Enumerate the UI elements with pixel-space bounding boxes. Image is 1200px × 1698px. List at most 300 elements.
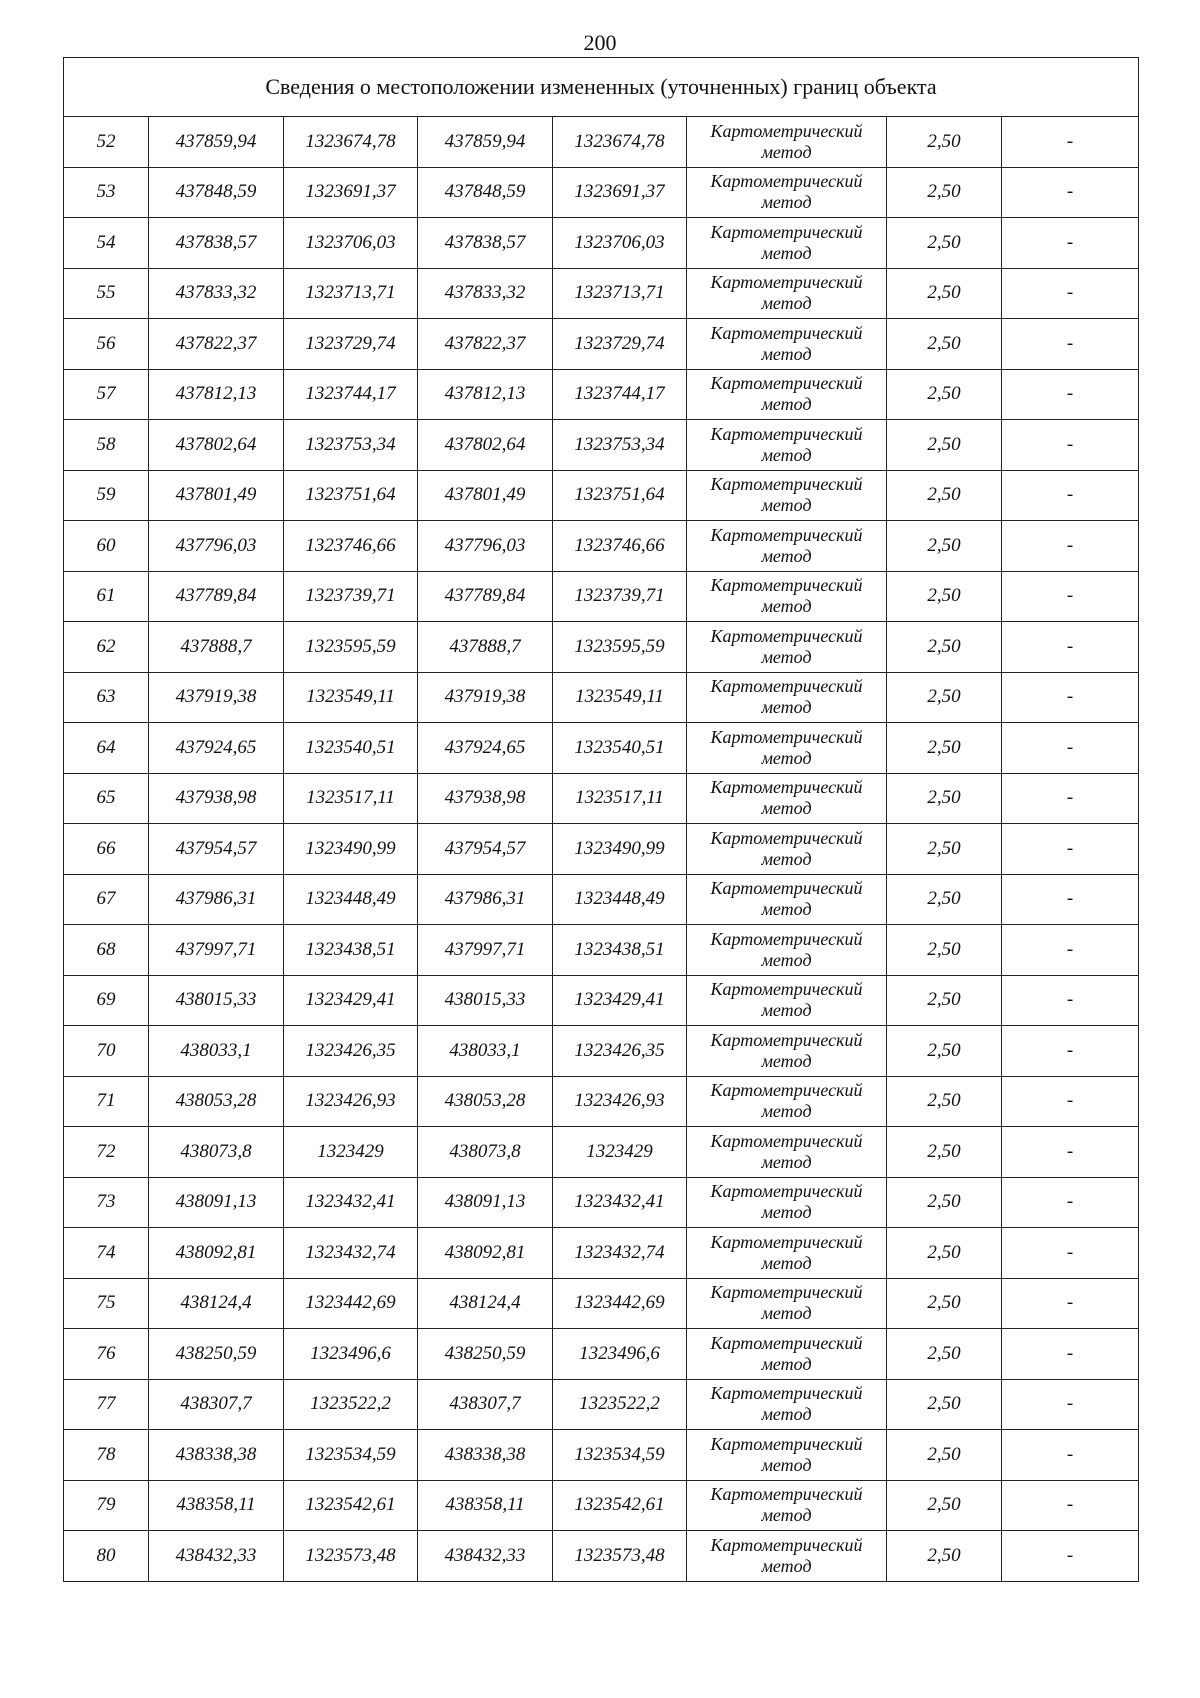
method-text: Картометрический [710,423,863,444]
method-cell [687,470,887,521]
refined-x-cell: 437801,49 [418,470,553,521]
note-cell: - [1002,1329,1139,1380]
table-row [64,824,1139,875]
existing-y-cell: 1323739,71 [284,571,418,622]
accuracy-cell: 2,50 [887,1480,1002,1531]
method-text: Картометрический [710,120,863,141]
table-row [64,1278,1139,1329]
method-text: метод [761,394,812,415]
method-text: метод [761,545,812,566]
refined-y-cell: 1323432,41 [553,1177,687,1228]
method-cell [687,925,887,976]
existing-y-cell: 1323432,74 [284,1228,418,1279]
table-row [64,369,1139,420]
method-text: метод [761,1303,812,1324]
accuracy-cell: 2,50 [887,622,1002,673]
existing-y-cell: 1323713,71 [284,268,418,319]
table-row [64,521,1139,572]
refined-y-cell: 1323442,69 [553,1278,687,1329]
method-text: Картометрический [710,979,863,1000]
method-text: Картометрический [710,524,863,545]
accuracy-cell: 2,50 [887,420,1002,471]
accuracy-cell: 2,50 [887,1430,1002,1481]
point-number-cell: 52 [64,117,149,168]
existing-x-cell: 437838,57 [149,218,284,269]
point-number-cell: 69 [64,975,149,1026]
table-row [64,622,1139,673]
refined-x-cell: 437938,98 [418,773,553,824]
method-text: Картометрический [710,726,863,747]
note-cell: - [1002,773,1139,824]
note-cell: - [1002,218,1139,269]
refined-y-cell: 1323729,74 [553,319,687,370]
method-cell [687,268,887,319]
table-row [64,1531,1139,1582]
refined-x-cell: 437986,31 [418,874,553,925]
method-cell [687,369,887,420]
method-cell [687,1329,887,1380]
method-cell [687,1127,887,1178]
existing-y-cell: 1323729,74 [284,319,418,370]
refined-y-cell: 1323448,49 [553,874,687,925]
point-number-cell: 76 [64,1329,149,1380]
method-text: Картометрический [710,1282,863,1303]
refined-y-cell: 1323706,03 [553,218,687,269]
note-cell: - [1002,369,1139,420]
refined-x-cell: 437859,94 [418,117,553,168]
accuracy-cell: 2,50 [887,874,1002,925]
table-row [64,420,1139,471]
refined-x-cell: 438358,11 [418,1480,553,1531]
existing-y-cell: 1323517,11 [284,773,418,824]
accuracy-cell: 2,50 [887,369,1002,420]
method-cell [687,1379,887,1430]
method-text: Картометрический [710,272,863,293]
refined-x-cell: 437838,57 [418,218,553,269]
note-cell: - [1002,874,1139,925]
point-number-cell: 53 [64,167,149,218]
method-cell [687,319,887,370]
existing-y-cell: 1323426,93 [284,1076,418,1127]
boundary-coordinates-table [63,57,1139,1582]
note-cell: - [1002,824,1139,875]
refined-x-cell: 438124,4 [418,1278,553,1329]
existing-y-cell: 1323691,37 [284,167,418,218]
point-number-cell: 65 [64,773,149,824]
method-text: Картометрический [710,827,863,848]
refined-y-cell: 1323739,71 [553,571,687,622]
table-row [64,925,1139,976]
method-text: Картометрический [710,878,863,899]
page-number: 200 [583,30,617,55]
method-text: Картометрический [710,575,863,596]
point-number-cell: 55 [64,268,149,319]
refined-y-cell: 1323691,37 [553,167,687,218]
table-row [64,1379,1139,1430]
existing-y-cell: 1323429 [284,1127,418,1178]
accuracy-cell: 2,50 [887,1076,1002,1127]
accuracy-cell: 2,50 [887,723,1002,774]
table-row [64,975,1139,1026]
refined-x-cell: 437924,65 [418,723,553,774]
method-text: Картометрический [710,676,863,697]
refined-y-cell: 1323426,35 [553,1026,687,1077]
refined-y-cell: 1323522,2 [553,1379,687,1430]
method-text: метод [761,495,812,516]
refined-x-cell: 438073,8 [418,1127,553,1178]
method-cell [687,1228,887,1279]
method-cell [687,622,887,673]
note-cell: - [1002,117,1139,168]
refined-x-cell: 438307,7 [418,1379,553,1430]
note-cell: - [1002,571,1139,622]
refined-y-cell: 1323713,71 [553,268,687,319]
existing-y-cell: 1323438,51 [284,925,418,976]
note-cell: - [1002,1480,1139,1531]
method-cell [687,1076,887,1127]
refined-x-cell: 438091,13 [418,1177,553,1228]
note-cell: - [1002,975,1139,1026]
method-cell [687,167,887,218]
point-number-cell: 57 [64,369,149,420]
table-body [64,117,1139,1582]
table-row [64,571,1139,622]
method-text: метод [761,1151,812,1172]
existing-x-cell: 438033,1 [149,1026,284,1077]
method-text: метод [761,899,812,920]
method-text: метод [761,1404,812,1425]
refined-y-cell: 1323573,48 [553,1531,687,1582]
refined-x-cell: 438033,1 [418,1026,553,1077]
table-row [64,1177,1139,1228]
method-cell [687,1531,887,1582]
existing-x-cell: 438338,38 [149,1430,284,1481]
point-number-cell: 54 [64,218,149,269]
existing-y-cell: 1323432,41 [284,1177,418,1228]
method-text: Картометрический [710,221,863,242]
accuracy-cell: 2,50 [887,773,1002,824]
method-text: метод [761,141,812,162]
refined-y-cell: 1323426,93 [553,1076,687,1127]
method-text: метод [761,242,812,263]
existing-x-cell: 437938,98 [149,773,284,824]
existing-x-cell: 437796,03 [149,521,284,572]
table-title: Сведения о местоположении измененных (уточненных) границ объекта [64,58,1139,117]
method-text: Картометрический [710,373,863,394]
existing-x-cell: 438092,81 [149,1228,284,1279]
accuracy-cell: 2,50 [887,1329,1002,1380]
refined-x-cell: 438432,33 [418,1531,553,1582]
point-number-cell: 79 [64,1480,149,1531]
method-text: метод [761,596,812,617]
point-number-cell: 75 [64,1278,149,1329]
note-cell: - [1002,1430,1139,1481]
refined-y-cell: 1323517,11 [553,773,687,824]
method-text: Картометрический [710,322,863,343]
accuracy-cell: 2,50 [887,268,1002,319]
method-cell [687,824,887,875]
point-number-cell: 78 [64,1430,149,1481]
point-number-cell: 62 [64,622,149,673]
existing-x-cell: 437919,38 [149,672,284,723]
existing-x-cell: 437848,59 [149,167,284,218]
refined-x-cell: 437888,7 [418,622,553,673]
refined-y-cell: 1323438,51 [553,925,687,976]
note-cell: - [1002,1531,1139,1582]
method-text: Картометрический [710,1484,863,1505]
existing-y-cell: 1323595,59 [284,622,418,673]
accuracy-cell: 2,50 [887,824,1002,875]
method-text: метод [761,1555,812,1576]
method-text: метод [761,293,812,314]
table-row [64,470,1139,521]
existing-y-cell: 1323426,35 [284,1026,418,1077]
refined-x-cell: 437919,38 [418,672,553,723]
point-number-cell: 70 [64,1026,149,1077]
refined-x-cell: 437954,57 [418,824,553,875]
existing-y-cell: 1323746,66 [284,521,418,572]
method-text: метод [761,646,812,667]
method-text: метод [761,747,812,768]
refined-y-cell: 1323549,11 [553,672,687,723]
method-text: Картометрический [710,171,863,192]
refined-x-cell: 437833,32 [418,268,553,319]
method-text: Картометрический [710,625,863,646]
table-row [64,1228,1139,1279]
method-cell [687,117,887,168]
method-text: Картометрический [710,1231,863,1252]
method-cell [687,975,887,1026]
accuracy-cell: 2,50 [887,1228,1002,1279]
existing-y-cell: 1323540,51 [284,723,418,774]
table-row [64,723,1139,774]
method-text: метод [761,949,812,970]
method-text: метод [761,192,812,213]
method-text: метод [761,1353,812,1374]
point-number-cell: 60 [64,521,149,572]
note-cell: - [1002,1127,1139,1178]
note-cell: - [1002,521,1139,572]
method-text: метод [761,1454,812,1475]
existing-y-cell: 1323442,69 [284,1278,418,1329]
existing-y-cell: 1323429,41 [284,975,418,1026]
refined-y-cell: 1323753,34 [553,420,687,471]
note-cell: - [1002,925,1139,976]
refined-x-cell: 438250,59 [418,1329,553,1380]
table-row [64,1430,1139,1481]
note-cell: - [1002,1076,1139,1127]
refined-x-cell: 437796,03 [418,521,553,572]
method-text: метод [761,1505,812,1526]
refined-y-cell: 1323490,99 [553,824,687,875]
table-row [64,1076,1139,1127]
existing-x-cell: 438124,4 [149,1278,284,1329]
refined-y-cell: 1323744,17 [553,369,687,420]
note-cell: - [1002,622,1139,673]
refined-y-cell: 1323542,61 [553,1480,687,1531]
method-cell [687,672,887,723]
existing-x-cell: 438091,13 [149,1177,284,1228]
method-text: Картометрический [710,928,863,949]
refined-x-cell: 437822,37 [418,319,553,370]
existing-x-cell: 437888,7 [149,622,284,673]
accuracy-cell: 2,50 [887,470,1002,521]
note-cell: - [1002,470,1139,521]
existing-x-cell: 437997,71 [149,925,284,976]
accuracy-cell: 2,50 [887,167,1002,218]
refined-y-cell: 1323674,78 [553,117,687,168]
refined-y-cell: 1323751,64 [553,470,687,521]
refined-x-cell: 438092,81 [418,1228,553,1279]
accuracy-cell: 2,50 [887,925,1002,976]
method-text: Картометрический [710,1130,863,1151]
note-cell: - [1002,167,1139,218]
method-cell [687,420,887,471]
method-cell [687,723,887,774]
method-text: Картометрический [710,1029,863,1050]
accuracy-cell: 2,50 [887,975,1002,1026]
point-number-cell: 67 [64,874,149,925]
point-number-cell: 74 [64,1228,149,1279]
refined-x-cell: 437789,84 [418,571,553,622]
note-cell: - [1002,319,1139,370]
accuracy-cell: 2,50 [887,117,1002,168]
existing-y-cell: 1323751,64 [284,470,418,521]
point-number-cell: 63 [64,672,149,723]
point-number-cell: 72 [64,1127,149,1178]
existing-y-cell: 1323490,99 [284,824,418,875]
method-text: метод [761,1101,812,1122]
note-cell: - [1002,1379,1139,1430]
note-cell: - [1002,420,1139,471]
existing-x-cell: 437789,84 [149,571,284,622]
existing-y-cell: 1323674,78 [284,117,418,168]
refined-y-cell: 1323540,51 [553,723,687,774]
method-text: метод [761,848,812,869]
method-cell [687,1430,887,1481]
refined-x-cell: 438053,28 [418,1076,553,1127]
table-row [64,874,1139,925]
existing-x-cell: 437812,13 [149,369,284,420]
note-cell: - [1002,268,1139,319]
method-text: Картометрический [710,1332,863,1353]
accuracy-cell: 2,50 [887,521,1002,572]
point-number-cell: 64 [64,723,149,774]
accuracy-cell: 2,50 [887,1177,1002,1228]
method-text: метод [761,798,812,819]
method-text: метод [761,1202,812,1223]
method-text: метод [761,1252,812,1273]
accuracy-cell: 2,50 [887,1127,1002,1178]
table-row [64,117,1139,168]
note-cell: - [1002,1026,1139,1077]
refined-x-cell: 438338,38 [418,1430,553,1481]
method-text: Картометрический [710,1433,863,1454]
existing-x-cell: 437986,31 [149,874,284,925]
point-number-cell: 66 [64,824,149,875]
existing-x-cell: 437833,32 [149,268,284,319]
existing-x-cell: 437859,94 [149,117,284,168]
refined-y-cell: 1323746,66 [553,521,687,572]
existing-y-cell: 1323573,48 [284,1531,418,1582]
method-text: Картометрический [710,1534,863,1555]
method-text: Картометрический [710,1181,863,1202]
method-text: метод [761,1050,812,1071]
method-text: метод [761,343,812,364]
existing-y-cell: 1323542,61 [284,1480,418,1531]
method-text: Картометрический [710,1080,863,1101]
method-cell [687,1026,887,1077]
existing-x-cell: 438250,59 [149,1329,284,1380]
table-row [64,268,1139,319]
refined-y-cell: 1323595,59 [553,622,687,673]
refined-y-cell: 1323432,74 [553,1228,687,1279]
existing-x-cell: 438358,11 [149,1480,284,1531]
existing-y-cell: 1323448,49 [284,874,418,925]
existing-y-cell: 1323534,59 [284,1430,418,1481]
existing-x-cell: 437822,37 [149,319,284,370]
refined-x-cell: 437812,13 [418,369,553,420]
method-text: Картометрический [710,474,863,495]
point-number-cell: 80 [64,1531,149,1582]
table-row [64,1127,1139,1178]
existing-y-cell: 1323522,2 [284,1379,418,1430]
point-number-cell: 59 [64,470,149,521]
existing-x-cell: 438015,33 [149,975,284,1026]
note-cell: - [1002,672,1139,723]
method-text: метод [761,697,812,718]
point-number-cell: 61 [64,571,149,622]
refined-y-cell: 1323534,59 [553,1430,687,1481]
method-cell [687,218,887,269]
method-cell [687,1278,887,1329]
table-row [64,1329,1139,1380]
existing-x-cell: 438432,33 [149,1531,284,1582]
method-cell [687,874,887,925]
point-number-cell: 68 [64,925,149,976]
existing-y-cell: 1323706,03 [284,218,418,269]
note-cell: - [1002,1278,1139,1329]
accuracy-cell: 2,50 [887,571,1002,622]
method-cell [687,521,887,572]
existing-x-cell: 438307,7 [149,1379,284,1430]
existing-y-cell: 1323753,34 [284,420,418,471]
existing-x-cell: 438073,8 [149,1127,284,1178]
method-text: метод [761,444,812,465]
refined-x-cell: 438015,33 [418,975,553,1026]
accuracy-cell: 2,50 [887,218,1002,269]
refined-y-cell: 1323496,6 [553,1329,687,1380]
table-row [64,218,1139,269]
table-row [64,1480,1139,1531]
table-row [64,773,1139,824]
refined-x-cell: 437848,59 [418,167,553,218]
table-title-row [64,58,1139,117]
table-row [64,167,1139,218]
point-number-cell: 73 [64,1177,149,1228]
table-row [64,319,1139,370]
table-row [64,672,1139,723]
accuracy-cell: 2,50 [887,319,1002,370]
refined-x-cell: 437997,71 [418,925,553,976]
method-cell [687,1480,887,1531]
method-text: Картометрический [710,1383,863,1404]
method-cell [687,571,887,622]
method-text: Картометрический [710,777,863,798]
accuracy-cell: 2,50 [887,1278,1002,1329]
existing-y-cell: 1323549,11 [284,672,418,723]
accuracy-cell: 2,50 [887,1026,1002,1077]
